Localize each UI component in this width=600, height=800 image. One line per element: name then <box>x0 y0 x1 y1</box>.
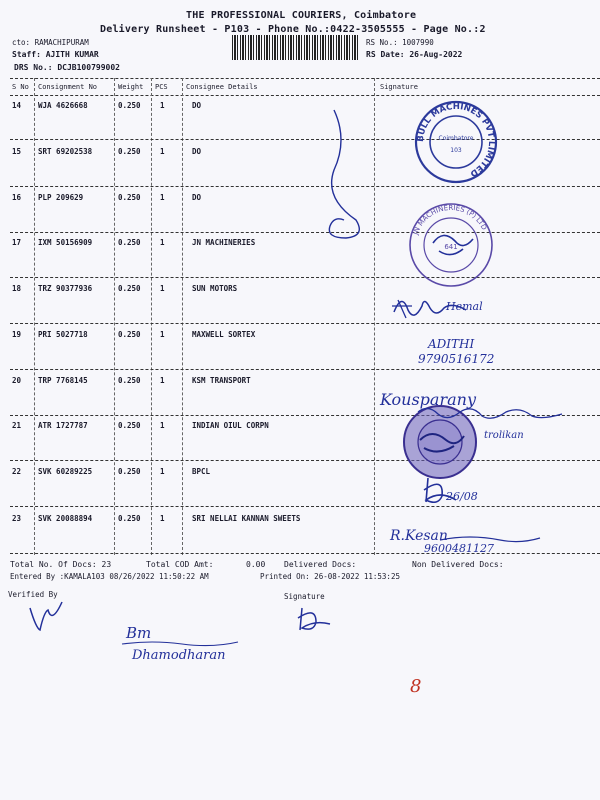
col-sno: S No <box>12 83 29 91</box>
table-header <box>0 83 600 103</box>
row-pcs: 1 <box>160 238 165 247</box>
runsheet-title: Delivery Runsheet - P103 - Phone No.:0422-3505555 - Page No.:2 <box>100 24 486 35</box>
row-consignee: SRI NELLAI KANNAN SWEETS <box>192 514 301 523</box>
rs-date: RS Date: 26-Aug-2022 <box>366 50 463 59</box>
row-consignee: DO <box>192 147 202 156</box>
row-pcs: 1 <box>160 376 165 385</box>
row-weight: 0.250 <box>118 193 141 202</box>
row-consignee: DO <box>192 193 202 202</box>
row-weight: 0.250 <box>118 514 141 523</box>
row-pcs: 1 <box>160 421 165 430</box>
delivered-docs-label: Delivered Docs: <box>284 560 357 569</box>
bull-machines-stamp <box>414 100 498 184</box>
red-page-mark: 8 <box>410 676 422 697</box>
row-consignee: KSM TRANSPORT <box>192 376 251 385</box>
row-pcs: 1 <box>160 284 165 293</box>
verified-by-label: Verified By <box>8 590 58 599</box>
row-consignee: MAXWELL SORTEX <box>192 330 256 339</box>
row-sno: 16 <box>12 193 22 202</box>
row-weight: 0.250 <box>118 284 141 293</box>
stamp-ring-text: JN MACHINERIES (P) LTD <box>411 203 489 236</box>
row-weight: 0.250 <box>118 421 141 430</box>
drs-number: DRS No.: DCJB100799002 <box>14 63 120 72</box>
verified-full-name: Dhamodharan <box>132 648 226 663</box>
row-weight: 0.250 <box>118 238 141 247</box>
table-top-rule <box>10 78 600 79</box>
table-row <box>0 376 600 396</box>
row-rule <box>10 460 600 461</box>
row-rule <box>10 506 600 507</box>
row-pcs: 1 <box>160 101 165 110</box>
signature-label: Signature <box>284 592 325 601</box>
row-consignment: WJA 4626668 <box>38 101 88 110</box>
row-consignment: TRP 7768145 <box>38 376 88 385</box>
col-consignee: Consignee Details <box>186 83 258 91</box>
col-consignment: Consignment No <box>38 83 98 91</box>
row-weight: 0.250 <box>118 330 141 339</box>
table-row <box>0 193 600 213</box>
staff-signature <box>296 604 336 634</box>
location-label: cto: RAMACHIPURAM <box>12 38 89 47</box>
jn-machineries-stamp <box>405 203 497 287</box>
stamp-ring-text: BULL MACHINES PVT LIMITED <box>415 101 497 179</box>
table-row <box>0 467 600 487</box>
stamp-center-top: Coimbatore <box>438 135 474 142</box>
row-consignment: PLP 209629 <box>38 193 84 202</box>
row-rule <box>10 369 600 370</box>
total-docs: Total No. Of Docs: 23 <box>10 560 112 569</box>
row-consignment: ATR 1727787 <box>38 421 88 430</box>
table-row <box>0 514 600 534</box>
row-consignee: JN MACHINERIES <box>192 238 256 247</box>
row22-date: 26/08 <box>446 490 478 503</box>
rs-number: RS No.: 1007990 <box>366 38 434 47</box>
row-sno: 23 <box>12 514 22 523</box>
row-sno: 19 <box>12 330 22 339</box>
stamp-center-bottom: 103 <box>450 147 462 154</box>
non-delivered-docs-label: Non Delivered Docs: <box>412 560 504 569</box>
row-consignment: IXM 50156909 <box>38 238 93 247</box>
verified-by-signature <box>28 598 68 638</box>
row21-handwritten: trolikan <box>484 430 524 441</box>
row-weight: 0.250 <box>118 467 141 476</box>
row19-name: ADITHI <box>428 337 475 351</box>
row23-phone: 9600481127 <box>424 542 494 555</box>
handwritten-loop <box>306 110 366 240</box>
table-row <box>0 101 600 121</box>
row-pcs: 1 <box>160 467 165 476</box>
stamp-center: 641 <box>444 243 458 251</box>
table-header-rule <box>10 95 600 96</box>
row23-name: R.Kesan <box>390 528 448 544</box>
row-consignee: BPCL <box>192 467 211 476</box>
row-pcs: 1 <box>160 147 165 156</box>
row20-name: Kousparany <box>380 390 476 409</box>
table-row <box>0 284 600 304</box>
row-sno: 21 <box>12 421 22 430</box>
row-sno: 14 <box>12 101 22 110</box>
row-sno: 22 <box>12 467 22 476</box>
row-consignee: SUN MOTORS <box>192 284 238 293</box>
row19-phone: 9790516172 <box>418 352 495 366</box>
row-consignee: INDIAN OIUL CORPN <box>192 421 269 430</box>
table-row <box>0 238 600 258</box>
verified-initials: Bm <box>126 624 152 642</box>
row-pcs: 1 <box>160 193 165 202</box>
row-weight: 0.250 <box>118 147 141 156</box>
total-cod-label: Total COD Amt: <box>146 560 214 569</box>
row-rule <box>10 277 600 278</box>
entered-by: Entered By :KAMALA103 08/26/2022 11:50:22 AM <box>10 572 209 581</box>
row-rule <box>10 186 600 187</box>
row-rule <box>10 139 600 140</box>
row-rule <box>10 232 600 233</box>
staff-name: Staff: AJITH KUMAR <box>12 50 99 59</box>
printed-on: Printed On: 26-08-2022 11:53:25 <box>260 572 400 581</box>
row-sno: 20 <box>12 376 22 385</box>
row-consignment: PRI 5027718 <box>38 330 88 339</box>
row-pcs: 1 <box>160 514 165 523</box>
table-bottom-rule <box>10 553 600 554</box>
row-sno: 17 <box>12 238 22 247</box>
row-pcs: 1 <box>160 330 165 339</box>
row-consignment: SRT 69202538 <box>38 147 93 156</box>
row-rule <box>10 323 600 324</box>
row-sno: 15 <box>12 147 22 156</box>
col-pcs: PCS <box>155 83 168 91</box>
barcode <box>232 35 360 60</box>
row18-handwritten: Hemal <box>446 300 483 313</box>
table-row <box>0 147 600 167</box>
row-weight: 0.250 <box>118 376 141 385</box>
total-cod-value: 0.00 <box>246 560 266 569</box>
company-title: THE PROFESSIONAL COURIERS, Coimbatore <box>186 10 417 21</box>
table-row <box>0 330 600 350</box>
col-signature: Signature <box>380 83 418 91</box>
col-weight: Weight <box>118 83 144 91</box>
row-consignment: SVK 60289225 <box>38 467 93 476</box>
row-consignee: DO <box>192 101 202 110</box>
row20-scribble <box>416 402 566 422</box>
row-consignment: TRZ 90377936 <box>38 284 93 293</box>
row-consignment: SVK 20088894 <box>38 514 93 523</box>
row-sno: 18 <box>12 284 22 293</box>
row-weight: 0.250 <box>118 101 141 110</box>
